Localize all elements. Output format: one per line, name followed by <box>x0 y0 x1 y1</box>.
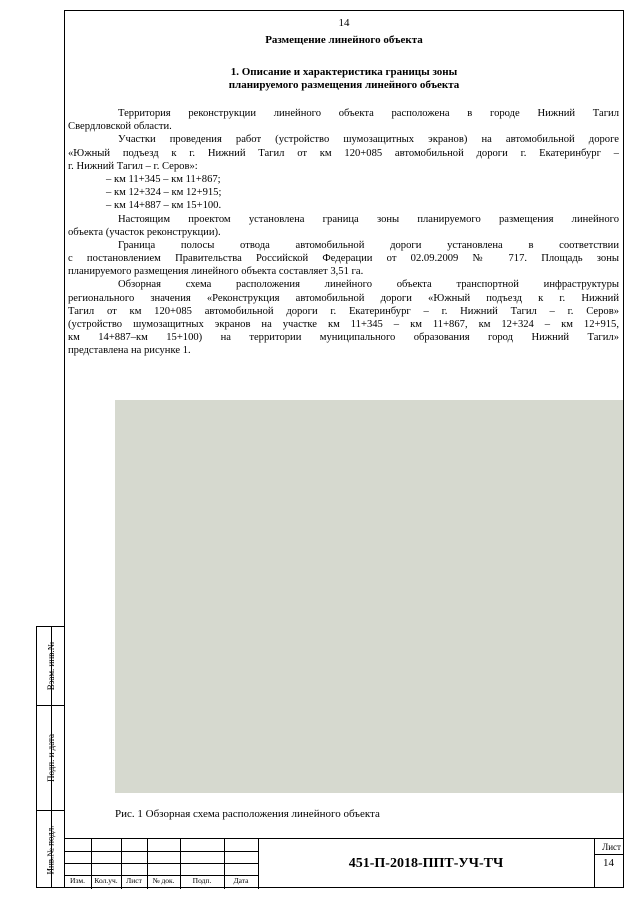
subsection-title-line1: 1. Описание и характеристика границы зоны <box>230 66 458 78</box>
paragraph-line: объекта (участок реконструкции). <box>68 226 221 238</box>
subsection-title-line2: планируемого размещения линейного объекта <box>228 79 460 91</box>
sheet-number: 14 <box>603 857 614 869</box>
section-title: Размещение линейного объекта <box>265 34 423 46</box>
list-item: – км 11+345 – км 11+867; <box>106 173 221 185</box>
paragraph-line: (устройство шумозащитных экранов на участке км 11+345 – км 11+867, км 12+324 – км 12+915, <box>68 319 619 330</box>
replaced-inventory-label: Взам. инв.№ <box>46 641 56 691</box>
paragraph-line: Тагил от км 120+085 автомобильной дороги г. Екатеринбург – г. Нижний Тагил – г. Серов» <box>68 305 619 317</box>
list-item: – км 14+887 – км 15+100. <box>106 200 222 212</box>
list-item: – км 12+324 – км 12+915; <box>106 187 222 199</box>
sheet-label: Лист <box>602 842 621 852</box>
page-number: 14 <box>338 17 350 29</box>
paragraph-line: «Южный подъезд к г. Нижний Тагил от км 120+085 автомобильной дороги г. Екатеринбург – <box>68 147 619 159</box>
paragraph-line: планируемого размещения линейного объекта составляет 3,51 га. <box>68 266 364 278</box>
paragraph-line: Граница полосы отвода автомобильной дороги установлена в соответствии <box>118 239 619 251</box>
original-inventory-label: Инв.№ подл. <box>46 824 56 875</box>
paragraph-line: регионального значения «Реконструкция автомобильной дороги «Южный подъезд к г. Нижний <box>68 292 619 304</box>
paragraph-line: с постановлением Правительства Российской Федерации от 02.09.2009 № 717. Площадь зоны <box>68 253 619 265</box>
side-stamp <box>36 626 64 888</box>
paragraph-line: представлена на рисунке 1. <box>68 345 191 357</box>
paragraph-line: Обзорная схема расположения линейного объекта транспортной инфраструктуры <box>118 279 619 291</box>
paragraph-line: Территория реконструкции линейного объекта расположена в городе Нижний Тагил <box>118 108 619 119</box>
figure-caption: Рис. 1 Обзорная схема расположения линейного объекта <box>115 808 380 820</box>
document-code: 451-П-2018-ППТ-УЧ-ТЧ <box>348 856 504 871</box>
header-list: Лист <box>126 876 142 885</box>
revision-table <box>64 839 258 889</box>
header-kol-uch: Кол.уч. <box>94 876 118 885</box>
title-block <box>64 838 624 888</box>
paragraph-line: Участки проведения работ (устройство шумозащитных экранов) на автомобильной дороге <box>118 134 619 146</box>
paragraph-line: км 14+887–км 15+100) на территории муниципального образования город Нижний Тагил» <box>68 332 619 344</box>
body-text <box>68 107 619 358</box>
paragraph-line: Настоящим проектом установлена граница зоны планируемого размещения линейного <box>118 213 619 225</box>
signature-date-label: Подп. и дата <box>46 733 56 782</box>
header-doc-no: № док. <box>152 876 175 885</box>
paragraph-line: Свердловской области. <box>68 121 172 133</box>
header-signature: Подп. <box>192 876 212 885</box>
header-date: Дата <box>233 876 249 885</box>
header-izm: Изм. <box>70 876 85 885</box>
paragraph-line: г. Нижний Тагил – г. Серов»: <box>68 160 198 172</box>
overview-map <box>115 400 623 793</box>
